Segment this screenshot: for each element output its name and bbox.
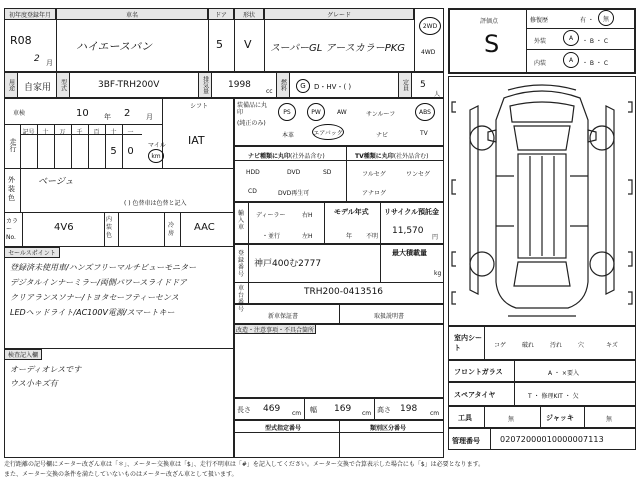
exterior-color: ベージュ [38,177,74,187]
mileage-digit-label: 万 [59,129,66,136]
divider [164,212,165,246]
interior-color-label: 内装色 [106,216,113,239]
divider [380,202,381,244]
divider [118,212,119,246]
interior-grade-options: ・ B ・ C [582,60,609,67]
interior-grade-label: 内装 [534,60,547,67]
divider [104,212,105,246]
divider [71,124,72,168]
import-parallel: ・並行 [262,233,281,240]
car-damage-diagram [448,76,636,326]
divider [339,304,340,324]
max-load-label: 最大積載量 [392,249,427,257]
width-label: 幅 [310,406,317,414]
interior-sheet-item: キズ [606,342,618,349]
model-year-unit: 年 [346,233,353,240]
mileage-digit-label: 一 [127,129,134,136]
tv-label: TV種類に丸印(社外品含む) [355,153,429,160]
tv-analog: アナログ [362,190,387,197]
sales-point-item: デジタルインナーミラー/両側パワースライドドア [10,278,187,287]
divider [346,146,347,202]
registration-value: 神戸400む2777 [254,259,322,269]
sales-points-label: セールスポイント [4,247,60,258]
aircon-label: 冷房 [168,222,175,237]
divider [180,212,181,246]
inspection-month: 2 [124,108,131,119]
shape-label: 形状 [234,8,264,20]
sales-point-item: LEDヘッドライト/AC100V電源/スマートキー [10,308,175,317]
sales-point-item: 登録済未使用車/ハンズフリーマルチビューモニター [10,263,197,272]
management-label: 管理番号 [452,437,480,445]
inspector-note-item: オーディオレスです [10,365,82,374]
height-value: 198 [400,404,418,414]
length-label: 長さ [237,406,251,414]
jack-value: 無 [606,416,613,423]
equip-pw-circled: PW [307,103,325,121]
divider [380,244,381,282]
spare-tire-value: T ・ 修理KIT ・ 欠 [528,393,579,400]
equip-abs-circled: ABS [415,103,435,121]
import-left: 左H [302,233,313,240]
tv-fullseg: フルセグ [362,171,386,178]
spare-tire-label: スペアタイヤ [454,391,496,399]
divider [234,432,444,433]
mileage-label: 走行 [9,138,17,152]
inspection-month-unit: 月 [146,113,153,121]
navi-hdd: HDD [246,169,260,176]
tools-label: 工具 [458,414,472,422]
divider [514,360,515,382]
usage-value: 自家用 [24,83,52,93]
modification-label: 改造・注意事項・不具合箇所 [234,324,316,334]
repair-label: 修復歴 [530,17,549,24]
mileage-digit-label: 十 [110,129,117,136]
equip-aw: AW [337,109,347,116]
modification-frame [234,324,444,398]
divider [540,406,541,428]
recycle-value: 11,570 [392,226,424,236]
exterior-grade-a-circled: A [563,30,579,46]
owners-manual: 取扱説明書 [374,313,405,320]
door-label: ドア [208,8,234,20]
divider [248,202,249,244]
divider [54,124,55,168]
inspection-year: 10 [76,108,89,119]
equip-navi: ナビ [376,132,389,139]
type-designation-label: 型式指定番号 [265,425,302,432]
inspector-notes-label: 検査記入欄 [4,349,42,360]
height-label: 高さ [377,406,391,414]
usage-label: 用途 [4,72,18,98]
equip-airbag-circled: エアバック [312,124,344,140]
divider [22,212,23,246]
inspection-year-unit: 年 [104,113,111,121]
divider [584,406,585,428]
color-no-label: カラーNo. [6,218,19,241]
navi-dvd-play: DVD再生可 [278,190,310,197]
jack-label: ジャッキ [546,414,574,422]
equip-tv: TV [420,130,428,137]
divider [234,160,444,161]
divider [484,406,485,428]
interior-sheet-item: 破れ [522,342,535,349]
model-year-unknown: 不明 [366,233,379,240]
color-no-value: 4V6 [54,222,74,233]
first-reg-label: 初年度登録年月 [4,8,56,20]
exterior-grade-options: ・ B ・ C [582,38,609,45]
mileage-digit-label: 千 [76,129,83,136]
footer-line-1: 走行距離の記号欄にメーター改ざん車は「＊」、メーター交換車は「$」、走行不明車は「#」を記入してください。メーター交換で合算表示した場合にも「$」は必要となります。 [4,461,485,468]
divider [374,398,375,420]
fuel-g-circled: G [296,79,310,93]
interior-sheet-item: 汚れ [550,342,563,349]
recycle-label: リサイクル預託金 [384,208,440,216]
aircon-value: AAC [194,222,215,233]
recycle-yen: 円 [432,234,439,241]
divider [88,124,89,168]
import-label: 輸入車 [238,210,245,231]
navi-cd: CD [248,188,257,195]
drive-4wd: 4WD [421,49,436,56]
divider [234,282,444,283]
first-reg-month-unit: 月 [46,59,53,67]
interior-sheet-item: 穴 [578,342,585,349]
row2-frame [4,72,444,98]
divider [414,8,415,72]
divider [490,428,491,450]
equip-sunroof: サンルーフ [366,111,396,118]
sales-point-item: クリアランスソナー/トヨタセーフティーセンス [10,293,179,302]
mileage-digit-label: 十 [42,129,49,136]
height-cm: cm [430,410,440,417]
fuel-options: D・HV・( ) [314,83,352,91]
drive-2wd-circled: 2WD [419,17,441,35]
divider [526,49,634,50]
chassis-value: TRH200-0413516 [304,287,384,297]
capacity-value: 5 [420,80,426,90]
length-value: 469 [263,404,281,414]
first-reg-era: R08 [10,34,32,47]
km-unit-circled: km [148,149,164,163]
interior-sheet-item: コゲ [494,342,507,349]
divider [526,10,527,72]
mileage-digit-label: 記号 [22,129,35,136]
model-value: 3BF-TRH200V [98,80,160,90]
navi-dvd: DVD [287,169,301,176]
inspection-label: 車検 [12,109,25,117]
navi-label: ナビ種類に丸印(社外品含む) [248,153,325,160]
tv-oneseg: ワンセグ [406,171,431,178]
score-value: S [484,30,500,58]
exterior-label: 外装色 [8,176,15,202]
interior-grade-a-circled: A [563,52,579,68]
capacity-unit: 人 [434,91,441,98]
import-dealer: ディーラー [256,212,286,219]
repair-none-circled: 無 [598,10,614,26]
divider [4,168,234,169]
length-cm: cm [292,410,302,417]
category-label: 類別区分番号 [370,425,407,432]
divider [304,398,305,420]
car-name-label: 車名 [56,8,208,20]
interior-sheet-label: 室内シート [454,334,482,352]
divider [484,326,485,360]
capacity-label: 定員 [398,72,412,98]
shift-label: シフト [190,103,209,110]
tools-value: 無 [508,416,515,423]
front-glass-value: A ・ ×要入 [548,370,579,377]
cc-unit: cc [266,88,273,95]
score-label: 評価点 [480,18,499,25]
new-car-warranty: 新車保証書 [268,313,299,320]
shape-value: V [244,38,252,51]
registration-label: 登録番号 [238,250,245,278]
divider [4,124,162,125]
footer-line-2: また、メーター交換の条件を満たしていないものはメーター改ざん車として扱います。 [4,471,238,478]
divider [248,244,249,304]
mileage-digit: 5 [110,146,117,157]
fuel-label: 燃料 [276,72,290,98]
management-value: 02072000010000007113 [500,435,604,444]
model-year-label: モデル年式 [334,208,369,216]
navi-sd: SD [323,169,332,176]
width-value: 169 [334,404,352,414]
equipment-sub: (純正のみ) [237,120,266,127]
car-name: ハイエースバン [76,40,153,53]
divider [324,202,325,244]
repair-options: 有 ・ [580,17,594,24]
chassis-label: 車台番号 [238,285,245,313]
shift-value: IAT [188,134,205,147]
mile-unit: マイル [148,142,166,149]
mileage-digit: 0 [127,146,134,157]
max-load-kg: kg [434,270,442,277]
divider [20,168,21,212]
width-cm: cm [362,410,372,417]
import-right: 右H [302,212,313,219]
mileage-digit-label: 百 [93,129,100,136]
exterior-note: ( ) 色替車は色替と記入 [124,200,187,207]
divider [37,124,38,168]
displacement-label: 排気量 [198,72,212,98]
grade-label: グレード [264,8,414,20]
divider [4,212,234,213]
model-label: 型式 [56,72,70,98]
first-reg-month: 2 [34,54,40,64]
equip-leather: 本革 [282,132,295,139]
displacement-value: 1998 [228,80,251,90]
equipment-label: 装備品に丸印 [237,102,268,116]
door-value: 5 [216,38,223,51]
front-glass-label: フロントガラス [454,368,503,376]
divider [526,28,634,29]
divider [514,382,515,406]
divider [339,420,340,458]
inspector-note-item: ウス小キズ有 [10,379,58,388]
equip-ps-circled: PS [278,103,296,121]
exterior-grade-label: 外装 [534,38,547,45]
grade-value: スーパーGL アースカラーPKG [270,43,406,54]
